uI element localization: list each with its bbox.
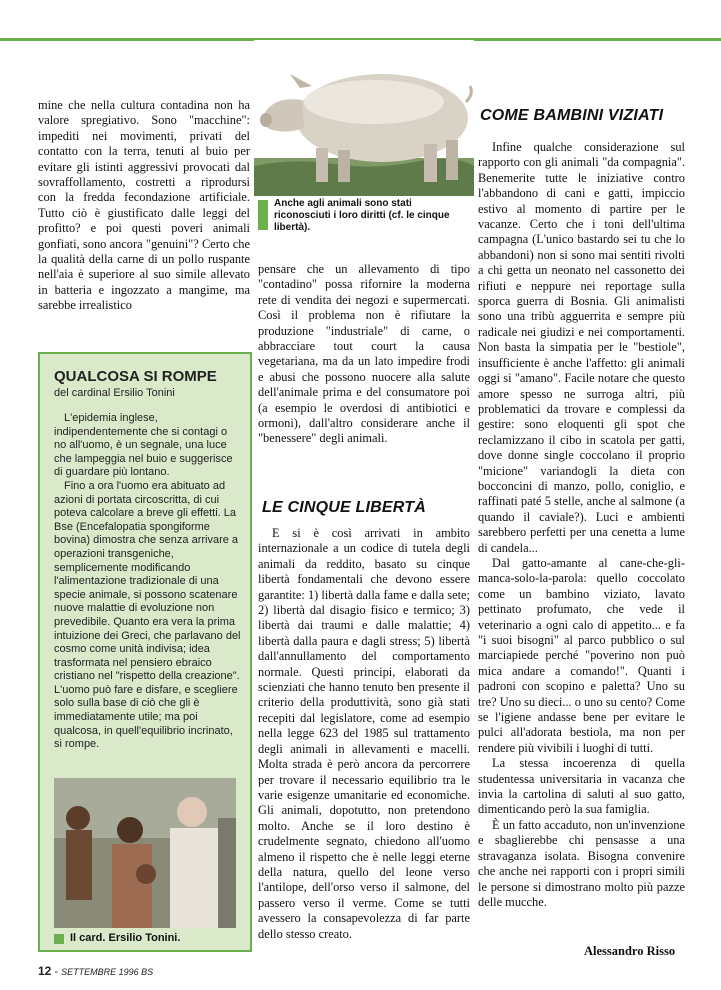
sidebar-box	[38, 352, 252, 952]
sidebar-author: del cardinal Ersilio Tonini	[54, 387, 175, 399]
article-column-3	[478, 140, 685, 910]
page-number: 12	[38, 964, 52, 978]
article-column-2	[258, 262, 470, 447]
section-heading-bambini: COME BAMBINI VIZIATI	[480, 107, 664, 124]
article-column-2-lower	[258, 526, 470, 942]
col2-paragraph: pensare che un allevamento di tipo "contadino" possa rifornire la moderna rete di vendita dei negozi e supermercati. Così il problema non è rifiutare la produzione "industriale" di carne, o abbracciare tout court la causa vegetariana, ma da un lato impedire frodi e abusi che possono nuocere alla salute dell'animale prima e del consumatore poi (a esempio le overdosi di antibiotici e ormoni), dall'altro considerare anche il "benessere" degli animali.	[258, 262, 470, 446]
col3-paragraph: Dal gatto-amante al cane-che-gli-manca-solo-la-parola: quello coccolato come un bambino viziato, lavato pettinato profumato, che vede il veterinario a ogni calo di appetito... e fa "i suoi bisogni" al parco pubblico o sul marciapiede perché "poverino non può mica andare a comando!". Quanti i padroni con scopino e paletta? Uno su tre? Uno su dieci... o uno su cento? Come se l'igiene andasse bene per evitare le pulci all'adorata bestiola, ma non per rendere più vivibili i luoghi di tutti.	[478, 555, 685, 755]
page-footer	[38, 964, 153, 978]
col3-paragraph: È un fatto accaduto, non un'invenzione e sbaglierebbe chi pensasse a una stravaganza isolata. Bisogna convenire che anche nei rapporti con i propri simili le persone si dimostrano molto più pazze delle mucche.	[478, 817, 685, 909]
col1-paragraph: mine che nella cultura contadina non ha valore spregiativo. Sono "macchine": impediti nei movimenti, privati del contatto con la terra, tenuti al buio per evitare gli istinti aggressivi provocati dal sovraffollamento, costretti a riprodursi con la fredda fecondazione artificiale. Tutto ciò è giustificato dalle leggi del profitto? e poi questi poveri animali gonfiati, sono ancora "genuini"? Certo che la qualità della carne di un pollo ruspante nell'aia è superiore al suo simile allevato in batteria e ingozzato a mangime, ma sarebbe irrealistico	[38, 98, 250, 313]
footer-separator: -	[51, 966, 62, 978]
sidebar-paragraph: Fino a ora l'uomo era abituato ad azioni di portata circoscritta, di cui poteva calcolare a breve gli effetti. La Bse (Encefalopatia spongiforme bovina) dimostra che senza arrivare a operazioni transgeniche, semplicemente modificando l'alimentazione tradizionale di una specie animale, si possono scatenare nuove malattie di evoluzione non prevedibile. Quanto era vera la prima intuizione dei Greci, che parlavano del cosmo come unità indivisa; idea trasformata nel pensiero ebraico cristiano nel "rispetto della creazione". L'uomo può fare e disfare, e scegliere solo sulla base di ciò che gli è immediatamente utile; ma poi qualcosa, in quell'equilibrio incrinato, si rompe.	[54, 479, 241, 751]
issue-label: SETTEMBRE 1996 BS	[61, 967, 154, 977]
pig-caption: Anche agli animali sono stati riconosciuti i loro diritti (cf. le cinque libertà).	[274, 198, 450, 233]
section-heading-liberta: LE CINQUE LIBERTÀ	[262, 499, 427, 516]
pig-caption-marker	[258, 200, 268, 230]
col3-paragraph: Infine qualche considerazione sul rapporto con gli animali "da compagnia". Benemerite tutte le iniziative contro l'abbandono di cani e gatti, impiccio estivo al momento di partire per le vacanze. Certo che i toni dell'ultima campagna (L'unico bastardo sei tu che lo abbandoni) non si sono mai sentiti rivolti a chi getta un neonato nel cassonetto dei rifiuti e neppure nei reportage sulla sporca guerra di Bosnia. Gli animalisti sono una tribù agguerrita e sempre più radicale nei giudizi e nei comportamenti. Non basta la simpatia per le "bestiole", insufficiente è anche l'affetto: gli animali oggi si "amano". Facile notare che questo amore spesso ne surroga altri, più problematici da trovare e complessi da gestire: sono eloquenti gli spot che reclamizzano il cibo in scatola per gatti, dove donne single coccolano il proprio "micione" variandogli la dieta con bocconcini di manzo, pollo, coniglio, e raffinati paté 5 stelle, anche al salmone (a quando il caviale?). Luci e ambienti sarebbero perfetti per una cenetta a lume di candela...	[478, 140, 685, 555]
sidebar-body	[54, 412, 242, 752]
article-column-1	[38, 98, 250, 314]
photo-caption-marker	[54, 934, 64, 944]
author-signature: Alessandro Risso	[584, 944, 676, 958]
photo-caption: Il card. Ersilio Tonini.	[70, 932, 181, 944]
col2b-paragraph: E si è così arrivati in ambito internazionale a un codice di tutela degli animali da reddito, basato su cinque libertà fondamentali che devono essere garantite: 1) libertà dalla fame e dalla sete; 2) libertà dal disagio fisico e termico; 3) libertà dai traumi e dalle malattie; 4) libertà dalla paura e dagli stress; 5) libertà dall'annullamento del comportamento normale. Questi principi, elaborati da scienziati che hanno tenuto ben presente il criterio della produttività, sono già stati recepiti dal legislatore, come ad esempio nella legge 623 del 1985 sul trattamento degli animali in allevamenti e macelli. Molta strada è però ancora da percorrere per trovare il necessario equilibrio tra le varie esigenze umanitarie ed economiche. Gli animali, dopotutto, non pretendono molto. Anche se il loro destino è crudelmente segnato, chiedono all'uomo almeno il rispetto che è nelle leggi eterne della natura, quello del leone verso l'antilope, dell'orso verso il salmone, del passero verso il verme. Come se tutti avessero la consapevolezza di far parte dello stesso creato.	[258, 526, 470, 941]
sidebar-title: QUALCOSA SI ROMPE	[54, 368, 217, 385]
col3-paragraph: La stessa incoerenza di quella studentessa universitaria in vacanza che invia la cartolina di saluti al suo gatto, dimenticando però la sua famiglia.	[478, 756, 685, 817]
pig-photo	[254, 40, 474, 196]
cardinal-photo	[54, 778, 236, 928]
sidebar-paragraph: L'epidemia inglese, indipendentemente che si contagi o no all'uomo, è un segnale, una luce che lampeggia nel buio e suggerisce di guardare più lontano.	[54, 412, 233, 479]
